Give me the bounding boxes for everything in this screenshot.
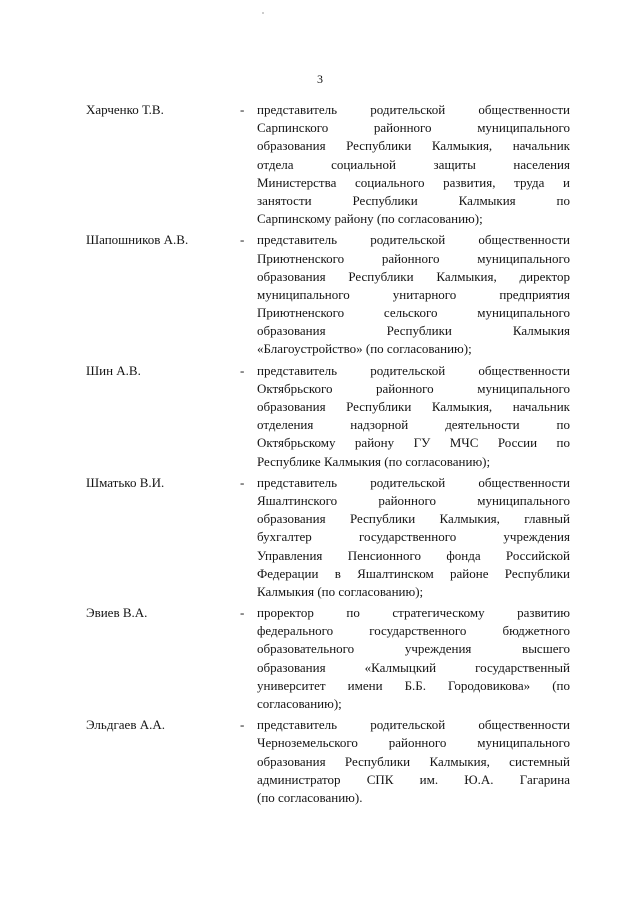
scan-speck — [262, 12, 264, 14]
description-line: представитель родительской общественности — [257, 362, 570, 378]
member-description — [257, 474, 570, 601]
member-dash: - — [240, 474, 245, 490]
description-line: Республике Калмыкия (по согласованию); — [257, 453, 491, 469]
description-line: Федерации в Яшалтинском районе Республики — [257, 565, 570, 581]
member-entry — [0, 362, 640, 471]
member-name: Эльдгаев А.А. — [86, 717, 165, 733]
member-dash: - — [240, 717, 245, 733]
description-line: университет имени Б.Б. Городовикова» (по — [257, 677, 570, 693]
description-line: образования Республики Калмыкия, начальник — [257, 138, 570, 154]
member-entry — [0, 231, 640, 358]
description-line: образовательного учреждения высшего — [257, 641, 570, 657]
member-entry — [0, 604, 640, 713]
description-line: отделения надзорной деятельности по — [257, 417, 570, 433]
member-description — [257, 101, 570, 228]
member-name: Эвиев В.А. — [86, 605, 148, 621]
description-line: образования Республики Калмыкия, системный — [257, 753, 570, 769]
page-number: 3 — [317, 72, 323, 86]
description-line: представитель родительской общественности — [257, 717, 570, 733]
description-line: Управления Пенсионного фонда Российской — [257, 547, 570, 563]
member-name: Шапошников А.В. — [86, 232, 189, 248]
member-dash: - — [240, 362, 245, 378]
description-line: образования Республики Калмыкия, начальник — [257, 399, 570, 414]
member-dash: - — [240, 102, 245, 117]
member-description — [257, 231, 570, 358]
description-line: Черноземельского районного муниципального — [257, 735, 570, 751]
description-line: представитель родительской общественности — [257, 474, 570, 490]
description-line: проректор по стратегическому развитию — [257, 605, 570, 621]
description-line: образования Республики Калмыкия, директор — [257, 268, 570, 284]
member-entry — [0, 474, 640, 601]
member-list — [0, 101, 640, 810]
description-line: согласованию); — [257, 696, 342, 711]
description-line: Приютненского сельского муниципального — [257, 305, 570, 321]
member-description — [257, 604, 570, 713]
description-line: Калмыкия (по согласованию); — [257, 583, 424, 599]
description-line: Сарпинского районного муниципального — [257, 120, 570, 136]
description-line: образования «Калмыцкий государственный — [257, 659, 570, 675]
description-line: администратор СПК им. Ю.А. Гагарина — [257, 771, 570, 787]
description-line: Приютненского районного муниципального — [257, 250, 570, 266]
member-entry — [0, 101, 640, 228]
description-line: образования Республики Калмыкия — [257, 323, 570, 339]
member-entry — [0, 716, 640, 807]
member-dash: - — [240, 605, 245, 621]
description-line: представитель родительской общественности — [257, 102, 570, 117]
member-description — [257, 716, 570, 807]
description-line: занятости Республики Калмыкия по — [257, 192, 570, 208]
member-name: Шматько В.И. — [86, 474, 165, 490]
description-line: Министерства социального развития, труда и — [257, 174, 570, 190]
description-line: федерального государственного бюджетного — [257, 623, 570, 639]
description-line: представитель родительской общественности — [257, 232, 570, 248]
description-line: образования Республики Калмыкия, главный — [257, 511, 570, 527]
description-line: Яшалтинского районного муниципального — [257, 492, 570, 508]
description-line: Октябрьскому району ГУ МЧС России по — [257, 435, 570, 451]
description-line: Октябрьского районного муниципального — [257, 380, 570, 396]
member-description — [257, 362, 570, 471]
description-line: (по согласованию). — [257, 789, 363, 805]
member-dash: - — [240, 232, 245, 248]
description-line: «Благоустройство» (по согласованию); — [257, 341, 472, 357]
description-line: бухгалтер государственного учреждения — [257, 529, 570, 545]
member-name: Харченко Т.В. — [86, 102, 164, 117]
description-line: отдела социальной защиты населения — [257, 156, 570, 172]
description-line: Сарпинскому району (по согласованию); — [257, 211, 483, 227]
member-name: Шин А.В. — [86, 362, 141, 378]
description-line: муниципального унитарного предприятия — [257, 286, 570, 302]
